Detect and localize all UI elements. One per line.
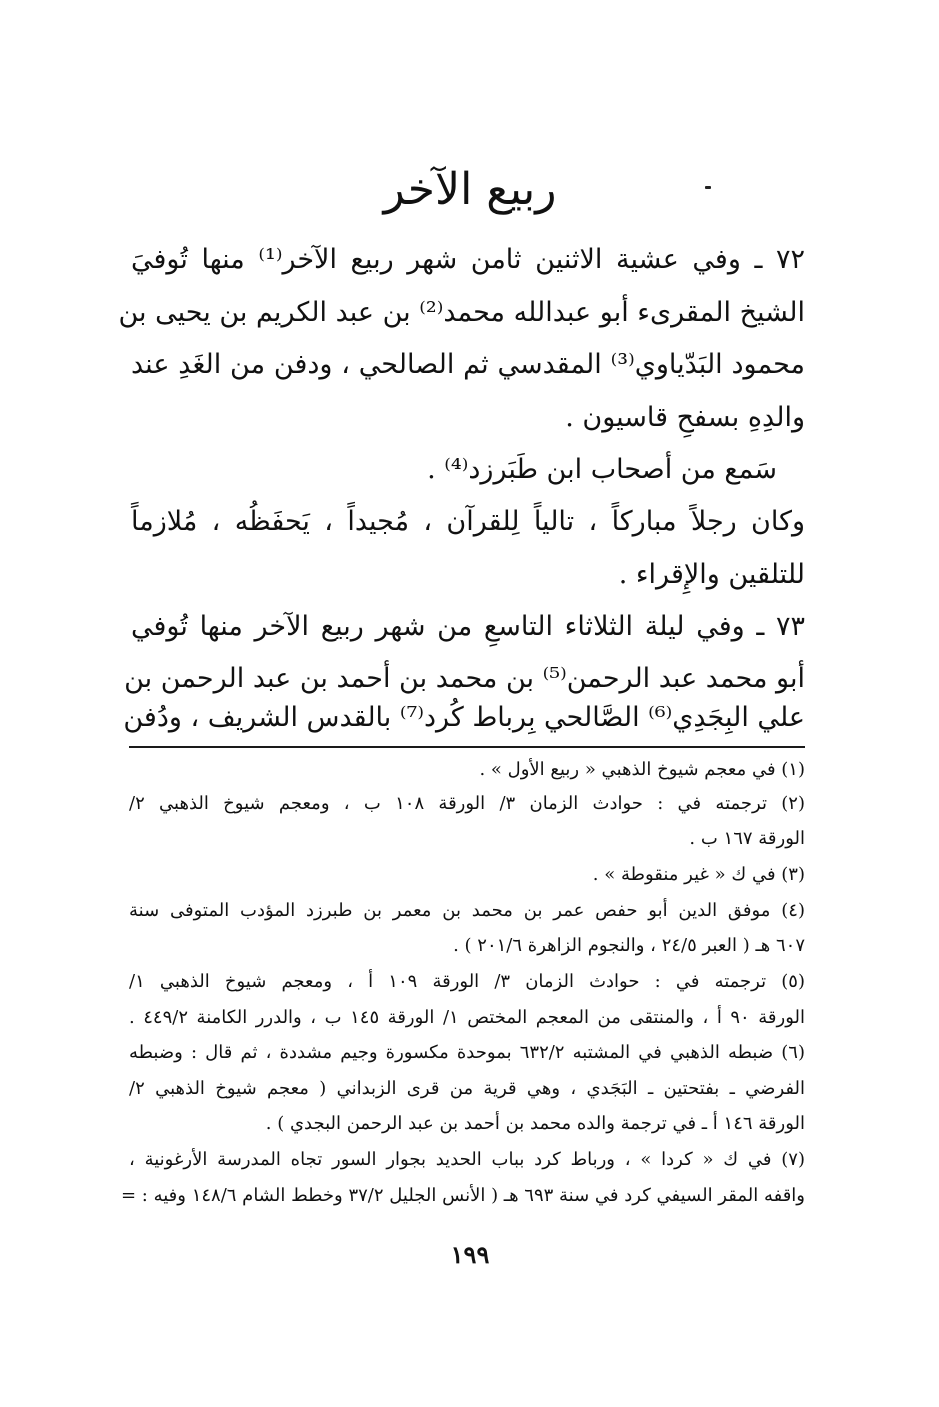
entry-72-line-6: وكان رجلاً مباركاً ، تالياً لِلقرآن ، مُجيداً ، يَحفَظُه ، مُلازماً (131, 506, 805, 537)
footnote-divider (129, 746, 805, 748)
footnote-6-line-1: (٦) ضبطه الذهبي في المشتبه ٦٣٢/٢ بموحدة مكسورة وجيم مشددة ، ثم قال : وضبطه (129, 1042, 805, 1063)
footnote-4-line-1: (٤) موفق الدين أبو حفص عمر بن محمد بن معمر بن طبرزد المؤدب المتوفى سنة (129, 900, 805, 921)
footnote-7-line-2: واقفه المقر السيفي كرد في سنة ٦٩٣ هـ ( الأنس الجليل ٣٧/٢ وخطط الشام ١٤٨/٦ وفيه : = (121, 1185, 805, 1206)
entry-72-line-1: ٧٢ ـ وفي عشية الاثنين ثامن شهر ربيع الآخر⁽¹⁾ منها تُوفيَ (131, 244, 806, 275)
footnote-6-line-3: الورقة ١٤٦ أ ـ في ترجمة والده محمد بن أحمد بن عبد الرحمن البجدي ) . (265, 1113, 805, 1134)
footnote-2-line-2: الورقة ١٦٧ ب . (689, 828, 805, 849)
entry-72-line-5: سَمع من أصحاب ابن طَبَرزد⁽⁴⁾ . (427, 454, 777, 485)
entry-73-line-1: ٧٣ ـ وفي ليلة الثلاثاء التاسعِ من شهر ربيع الآخر منها تُوفي (131, 611, 805, 642)
footnote-1: (١) في معجم شيوخ الذهبي « ربيع الأول » . (479, 759, 805, 780)
footnote-3: (٣) في ك « غير منقوطة » . (592, 864, 805, 885)
footnote-5-line-2: الورقة ٩٠ أ ، والمنتقى من المعجم المختص ١/ الورقة ١٤٥ ب ، والدرر الكامنة ٤٤٩/٢ . (129, 1007, 805, 1028)
entry-72-line-7: للتلقين والإِقراء . (618, 559, 805, 590)
footnote-5-line-1: (٥) ترجمته في : حوادث الزمان ٣/ الورقة ١٠٩ أ ، ومعجم شيوخ الذهبي ١/ (129, 971, 805, 992)
chapter-title: ربيع الآخر (383, 164, 557, 215)
footnote-7-line-1: (٧) في ك « كردا » ، ورباط كرد بباب الحديد بجوار السور تجاه المدرسة الأرغونية ، (129, 1149, 805, 1170)
entry-73-line-3: علي البِجَدِي⁽⁶⁾ الصَّالحي بِرباط كُرد⁽⁷⁾ بالقدس الشريف ، ودُفن (123, 702, 805, 733)
footnote-4-line-2: ٦٠٧ هـ ( العبر ٢٤/٥ ، والنجوم الزاهرة ٢٠١/٦ ) . (453, 935, 805, 956)
footnote-2-line-1: (٢) ترجمته في : حوادث الزمان ٣/ الورقة ١٠٨ ب ، ومعجم شيوخ الذهبي ٢/ (129, 793, 805, 814)
ink-dot (705, 186, 711, 189)
entry-73-line-2: أبو محمد عبد الرحمن⁽⁵⁾ بن محمد بن أحمد بن عبد الرحمن بن (124, 663, 805, 694)
entry-72-line-3: محمود البَدّياوي⁽³⁾ المقدسي ثم الصالحي ، ودفن من الغَدِ عند (131, 349, 805, 380)
page-number: ١٩٩ (450, 1240, 490, 1269)
footnote-6-line-2: الفرضي ـ بفتحتين ـ البَجَدي ، وهي قرية من قرى الزبداني ( معجم شيوخ الذهبي ٢/ (129, 1078, 805, 1099)
entry-72-line-4: والدِهِ بسفحِ قاسيون . (565, 402, 805, 433)
entry-72-line-2: الشيخ المقرىء أبو عبدالله محمد⁽²⁾ بن عبد الكريم بن يحيى بن (118, 297, 805, 328)
